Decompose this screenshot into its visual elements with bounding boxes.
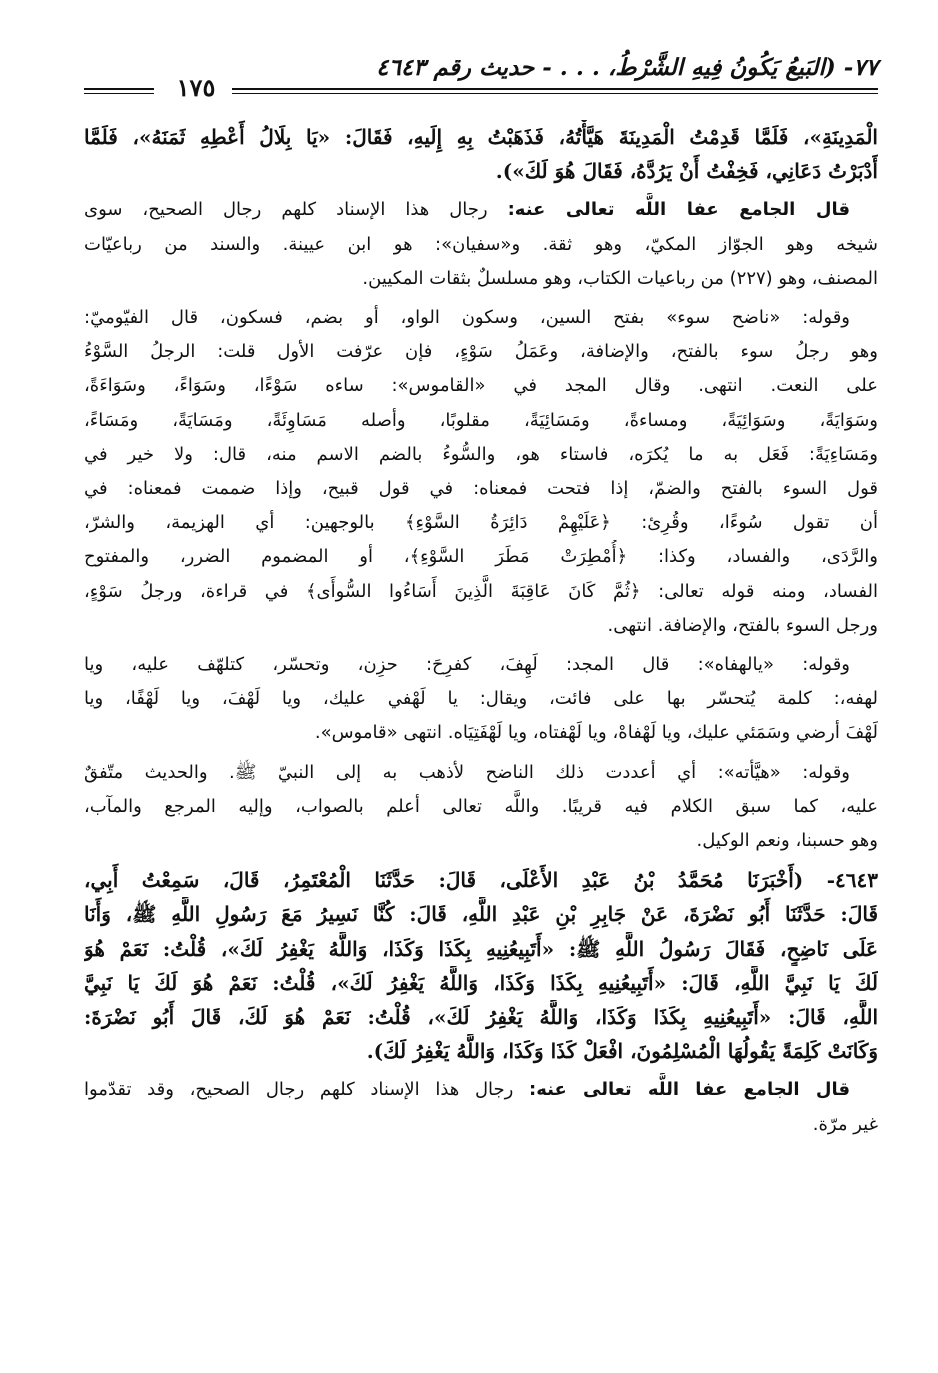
text-line [84,1073,878,1107]
hadith-text [84,120,878,188]
header-rule-left [84,88,154,94]
line-text: الفساد، ومنه قوله تعالى: ﴿ثُمَّ كَانَ عَاقِبَةَ الَّذِينَ أَسَاءُوا السُّوأَى﴾ في قراءة، ورجلُ سَوْءٍ، [84,580,878,602]
line-text: ٤٦٤٣- (أَخْبَرَنَا مُحَمَّدُ بْنُ عَبْدِ الأَعْلَى، قَالَ: حَدَّثَنَا الْمُعْتَمِرُ، قَالَ، سَمِعْتُ أَبِي، [84,868,878,893]
line-text: غير مرّة. [812,1113,878,1135]
text-line [84,966,878,1000]
line-text: المصنف، وهو (٢٢٧) من رباعيات الكتاب، وهو مسلسلٌ بثقات المكيين. [362,267,878,289]
hadith-text [84,863,878,1068]
line-text: عَلَى نَاضِحٍ، فَقَالَ رَسُولُ اللَّهِ ﷺ: «أَتَبِيعُنِيهِ بِكَذَا وَكَذَا، وَاللَّهُ يَغْفِرُ لَكَ»، قُلْتُ: نَعَمْ هُوَ [84,936,878,961]
line-text: لهفه،: كلمة يُتحسّر بها على فائت، ويقال: يا لَهْفي عليك، ويا لَهْفَ، ويا لَهْفًا، ويا [84,688,878,710]
line-text: والرَّدَى، والفساد، وكذا: ﴿أُمْطِرَتْ مَطَرَ السَّوْءِ﴾، أو المضموم الضرر، والمفتوح [84,546,878,568]
text-line [84,1034,878,1068]
text-line [84,575,878,609]
text-line [84,301,878,335]
text-line [84,228,878,262]
line-text: عليه، كما سبق الكلام فيه قريبًا. واللَّه تعالى أعلم بالصواب، وإليه المرجع والمآب، [84,795,878,817]
line-text: رجال هذا الإسناد كلهم رجال الصحيح، وقد تقدّموا [84,1079,530,1101]
line-text: وقوله: «هيَّأته»: أي أعددت ذلك الناضح لأذهب به إلى النبيّ ﷺ. والحديث متّفقٌ [84,761,850,783]
commentary-paragraph [84,193,878,296]
text-line [84,756,878,790]
running-header [84,48,878,108]
commentary-paragraph [84,756,878,859]
text-line [84,648,878,682]
text-line [84,682,878,716]
line-text: وسَوَايَةً، وسَوَائِيَةً، ومساءةً، ومَسَائِيَةً، مقلوبًا، وأصله مَسَاوِئَةً، ومَسَايَةً، ومَسَاءً، [84,409,878,431]
line-text: قَالَ: حَدَّثَنَا أَبُو نَضْرَةَ، عَنْ جَابِرِ بْنِ عَبْدِ اللَّهِ، قَالَ: كُنَّا نَسِيرُ مَعَ رَسُولِ اللَّهِ ﷺ، وَأَنَا [84,902,878,927]
author-heading: قال الجامع عفا اللَّه تعالى عنه: [529,1079,850,1101]
text-line [84,506,878,540]
page-body [84,120,878,1142]
text-line [84,369,878,403]
line-text: لَهْفَ أرضي وسَمَئي عليك، ويا لَهْفاهْ، ويا لَهْفتاه، ويا لَهْفَتِيَاه. انتهى «قاموس». [314,722,878,744]
line-text: أَدْبَرْتُ دَعَانِي، فَخِفْتُ أَنْ يَرُدَّهُ، فَقَالَ هُوَ لَكَ»). [495,159,878,184]
line-text: على النعت. انتهى. وقال المجد في «القاموس»: ساءه سَوْءًا، وسَوَاءً، وسَوَاءَةً، [84,375,878,397]
text-line [84,863,878,897]
text-line [84,932,878,966]
text-line [84,193,878,227]
header-rule-right [232,88,878,94]
text-line [84,1000,878,1034]
text-line [84,154,878,188]
text-line [84,609,878,643]
line-text: وقوله: «يالهفاه»: قال المجد: لَهِفَ، كفرِحَ: حزِن، وتحسّر، كتلهّف عليه، ويا [84,654,850,676]
line-text: لَكَ يَا نَبِيَّ اللَّهِ، قَالَ: «أَتَبِيعُنِيهِ بِكَذَا وَكَذَا، وَاللَّهُ يَغْفِرُ لَكَ»، قُلْتُ: نَعَمْ هُوَ لَكَ يَا نَبِيَّ [84,970,878,995]
commentary-paragraph [84,648,878,751]
line-text: وقوله: «ناضح سوء» بفتح السين، وسكون الواو، أو بضم، فسكون، قال الفيّوميّ: [84,307,850,329]
page-number: ١٧٥ [176,73,216,102]
text-line [84,335,878,369]
text-line [84,790,878,824]
line-text: ورجل السوء بالفتح، والإضافة. انتهى. [607,614,878,636]
text-line [84,120,878,154]
text-line [84,262,878,296]
text-line [84,716,878,750]
line-text: وهو حسبنا، ونعم الوكيل. [696,830,878,852]
commentary-paragraph [84,301,878,643]
line-text: قول السوء بالفتح والضمّ، إذا فتحت فمعناه: في قول قبيح، وإذا ضممت فمعناه: في [84,478,878,500]
text-line [84,824,878,858]
line-text: رجال هذا الإسناد كلهم رجال الصحيح، سوى [84,199,508,221]
line-text: وَكَانَتْ كَلِمَةً يَقُولُهَا الْمُسْلِمُونَ، افْعَلْ كَذَا وَكَذَا، وَاللَّهُ يَغْفِرُ لَكَ). [366,1039,878,1064]
line-text: وهو رجلُ سوء بالفتح، والإضافة، وعَمَلُ سَوْءٍ، فإن عرّفت الأول قلت: الرجلُ السَّوْءُ [84,341,878,363]
text-line [84,438,878,472]
text-line [84,472,878,506]
text-line [84,404,878,438]
line-text: اللَّهِ، قَالَ: «أَتَبِيعُنِيهِ بِكَذَا وَكَذَا، وَاللَّهُ يَغْفِرُ لَكَ»، قُلْتُ: نَعَمْ هُوَ لَكَ، قَالَ أَبُو نَضْرَةَ: [84,1005,878,1030]
text-line [84,1108,878,1142]
line-text: الْمَدِينَةِ»، فَلَمَّا قَدِمْتُ الْمَدِينَةَ هَيَّأْتُهُ، فَذَهَبْتُ بِهِ إِلَيهِ، فَقَالَ: «يَا بِلَالُ أَعْطِهِ ثَمَنَهُ»، فَلَمَّا [84,125,878,149]
author-heading: قال الجامع عفا اللَّه تعالى عنه: [507,199,850,221]
text-line [84,540,878,574]
line-text: ومَسَاءِيَةً: فَعَل به ما يُكرَه، فاستاء هو، والسُّوءُ بالضم الاسم منه، قال: ولا خير في [84,443,878,465]
text-line [84,897,878,931]
line-text: أن تقول سُوءًا، وقُرِئ: ﴿عَلَيْهِمْ دَائِرَةُ السَّوْءِ﴾ بالوجهين: أي الهزيمة، والشرّ، [84,512,878,534]
chapter-title: ٧٧- (البَيعُ يَكُونُ فِيهِ الشَّرْطُ، . . . - حديث رقم ٤٦٤٣ [376,54,878,81]
commentary-paragraph [84,1073,878,1141]
line-text: شيخه وهو الجوّاز المكيّ، وهو ثقة. و«سفيان»: هو ابن عيينة. والسند من رباعيّات [84,233,878,255]
